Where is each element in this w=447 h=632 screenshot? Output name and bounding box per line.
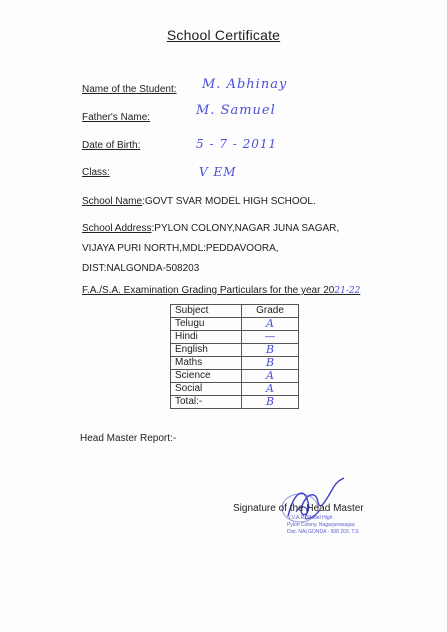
grade-cell: B <box>242 357 299 370</box>
subject-cell: Total:- <box>171 396 242 409</box>
head-master-report: Head Master Report:- <box>80 433 177 444</box>
stamp-line-2: Pylon Colony, Nagarjunasagar, <box>287 522 356 528</box>
student-name-value: M. Abhinay <box>202 77 288 92</box>
subject-cell: Science <box>171 370 242 383</box>
grading-heading: F.A./S.A. Examination Grading Particulars for the year 2021-22 <box>82 285 361 296</box>
signature-label: Signature of the Head Master <box>233 503 364 514</box>
student-name-label: Name of the Student: <box>82 84 177 95</box>
grade-header: Grade <box>242 305 299 318</box>
school-address-line: School Address:PYLON COLONY,NAGAR JUNA SAGAR, <box>82 223 340 234</box>
table-row <box>171 357 299 370</box>
dob-value: 5 - 7 - 2011 <box>196 137 278 151</box>
grade-cell: — <box>242 331 299 344</box>
subject-header: Subject <box>171 305 242 318</box>
stamp-line-3: Dist. NALGONDA - 508 203. T.S <box>287 529 359 535</box>
subject-cell: Telugu <box>171 318 242 331</box>
subject-cell: English <box>171 344 242 357</box>
grade-cell: A <box>242 383 299 396</box>
table-row <box>171 318 299 331</box>
stamp-line-1: S.V.A.R. Model High <box>287 515 333 521</box>
class-label: Class: <box>82 167 110 178</box>
table-row <box>171 383 299 396</box>
page-title: School Certificate <box>166 27 281 43</box>
grade-cell: A <box>242 318 299 331</box>
grade-cell: A <box>242 370 299 383</box>
father-name-value: M. Samuel <box>196 103 276 118</box>
subject-cell: Maths <box>171 357 242 370</box>
address-line-2: VIJAYA PURI NORTH,MDL:PEDDAVOORA, <box>82 243 279 254</box>
grades-table <box>170 304 299 409</box>
grade-cell: B <box>242 344 299 357</box>
subject-cell: Social <box>171 383 242 396</box>
dob-label: Date of Birth: <box>82 140 141 151</box>
table-header-row <box>171 305 299 318</box>
grade-cell: B <box>242 396 299 409</box>
class-value: V EM <box>199 165 237 179</box>
school-name-line: School Name:GOVT SVAR MODEL HIGH SCHOOL. <box>82 196 316 207</box>
father-name-label: Father's Name: <box>82 112 151 123</box>
address-line-3: DIST:NALGONDA-508203 <box>82 263 200 274</box>
table-row <box>171 344 299 357</box>
subject-cell: Hindi <box>171 331 242 344</box>
table-row <box>171 370 299 383</box>
table-row <box>171 331 299 344</box>
table-row <box>171 396 299 409</box>
